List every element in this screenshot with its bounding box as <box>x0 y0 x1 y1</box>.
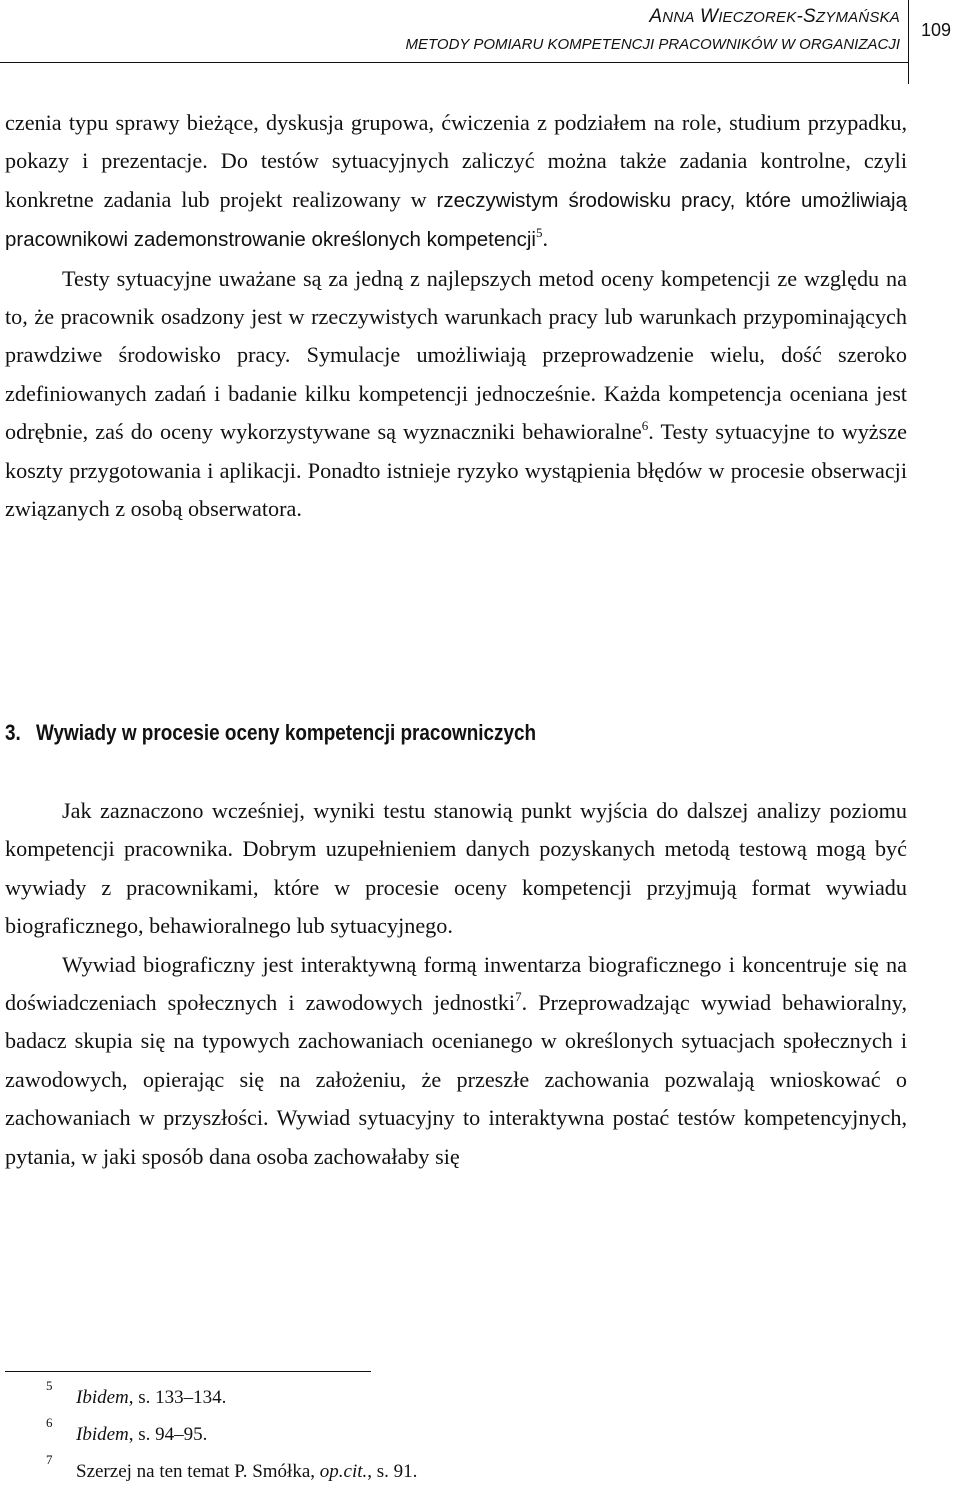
running-header <box>0 0 960 84</box>
footnote-ref-6[interactable]: 6 <box>641 418 649 434</box>
header-vertical-divider <box>908 0 909 84</box>
paragraph-1: czenia typu sprawy bieżące, dyskusja grupowa, ćwiczenia z podziałem na role, studium przypadku, pokazy i prezentacje. Do testów sytuacyjnych zaliczyć można także zadania kontrolne, czyli konkretne zadania lub projekt realizowany w rzeczywistym środowisku pracy, które umożliwiają pracownikowi zademonstrowanie określonych kompetencji$^5$. <box>5 110 907 252</box>
section-heading <box>5 720 536 746</box>
paragraph-4: Wywiad biograficzny jest interaktywną formą inwentarza biograficznego i koncentruje się na doświadczeniach społecznych i zawodowych jednostki$^7$. Przeprowadzając wywiad behawioralny, badacz skupia się na typowych zachowaniach ocenianego w określonych sytuacjach społecznych i zawodowych, opierając się na założeniu, że przeszłe zachowania pozwalają wnioskować o zachowaniach w przyszłości. Wywiad sytuacyjny to interaktywna postać testów kompetencyjnych, pytania, w jaki sposób dana osoba zachowałaby się <box>5 951 907 1169</box>
paragraph-3: Jak zaznaczono wcześniej, wyniki testu stanowią punkt wyjścia do dalszej analizy poziomu kompetencji pracownika. Dobrym uzupełnieniem danych pozyskanych metodą testową mogą być wywiady z pracownikami, które w procesie oceny kompetencji przyjmują format wywiadu biograficznego, behawioralnego lub sytuacyjnego. <box>5 798 907 939</box>
page-number: 109 <box>920 20 952 40</box>
section-title: Wywiady w procesie oceny kompetencji pracowniczych <box>35 720 537 745</box>
footnote-ref-5[interactable]: 5 <box>535 225 543 241</box>
paragraph-2: Testy sytuacyjne uważane są za jedną z najlepszych metod oceny kompetencji ze względu na to, że pracownik osadzony jest w rzeczywistych warunkach pracy lub warunkach przypominających prawdziwe środowisko pracy. Symulacje umożliwiają przeprowadzenie wielu, dość szeroko zdefiniowanych zadań i badanie kilku kompetencji jednocześnie. Każda kompetencja oceniana jest odrębnie, zaś do oceny wykorzystywane są wyznaczniki behawioralne$^6$. Testy sytuacyjne to wyższe koszty przygotowania i aplikacji. Ponadto istnieje ryzyko wystąpienia błędów w procesie obserwacji związanych z osobą obserwatora. <box>5 265 907 522</box>
header-divider <box>0 62 908 63</box>
header-author: ANNA WIECZOREK-SZYMAŃSKA <box>649 6 900 27</box>
footnote-divider <box>5 1371 371 1372</box>
body-block-bottom <box>5 792 907 1176</box>
section-number: 3. <box>5 720 21 745</box>
body-block-top <box>5 104 907 528</box>
footnote-ref-7[interactable]: 7 <box>515 989 522 1005</box>
header-book-title: METODY POMIARU KOMPETENCJI PRACOWNIKÓW W ORGANIZACJI <box>405 36 900 53</box>
